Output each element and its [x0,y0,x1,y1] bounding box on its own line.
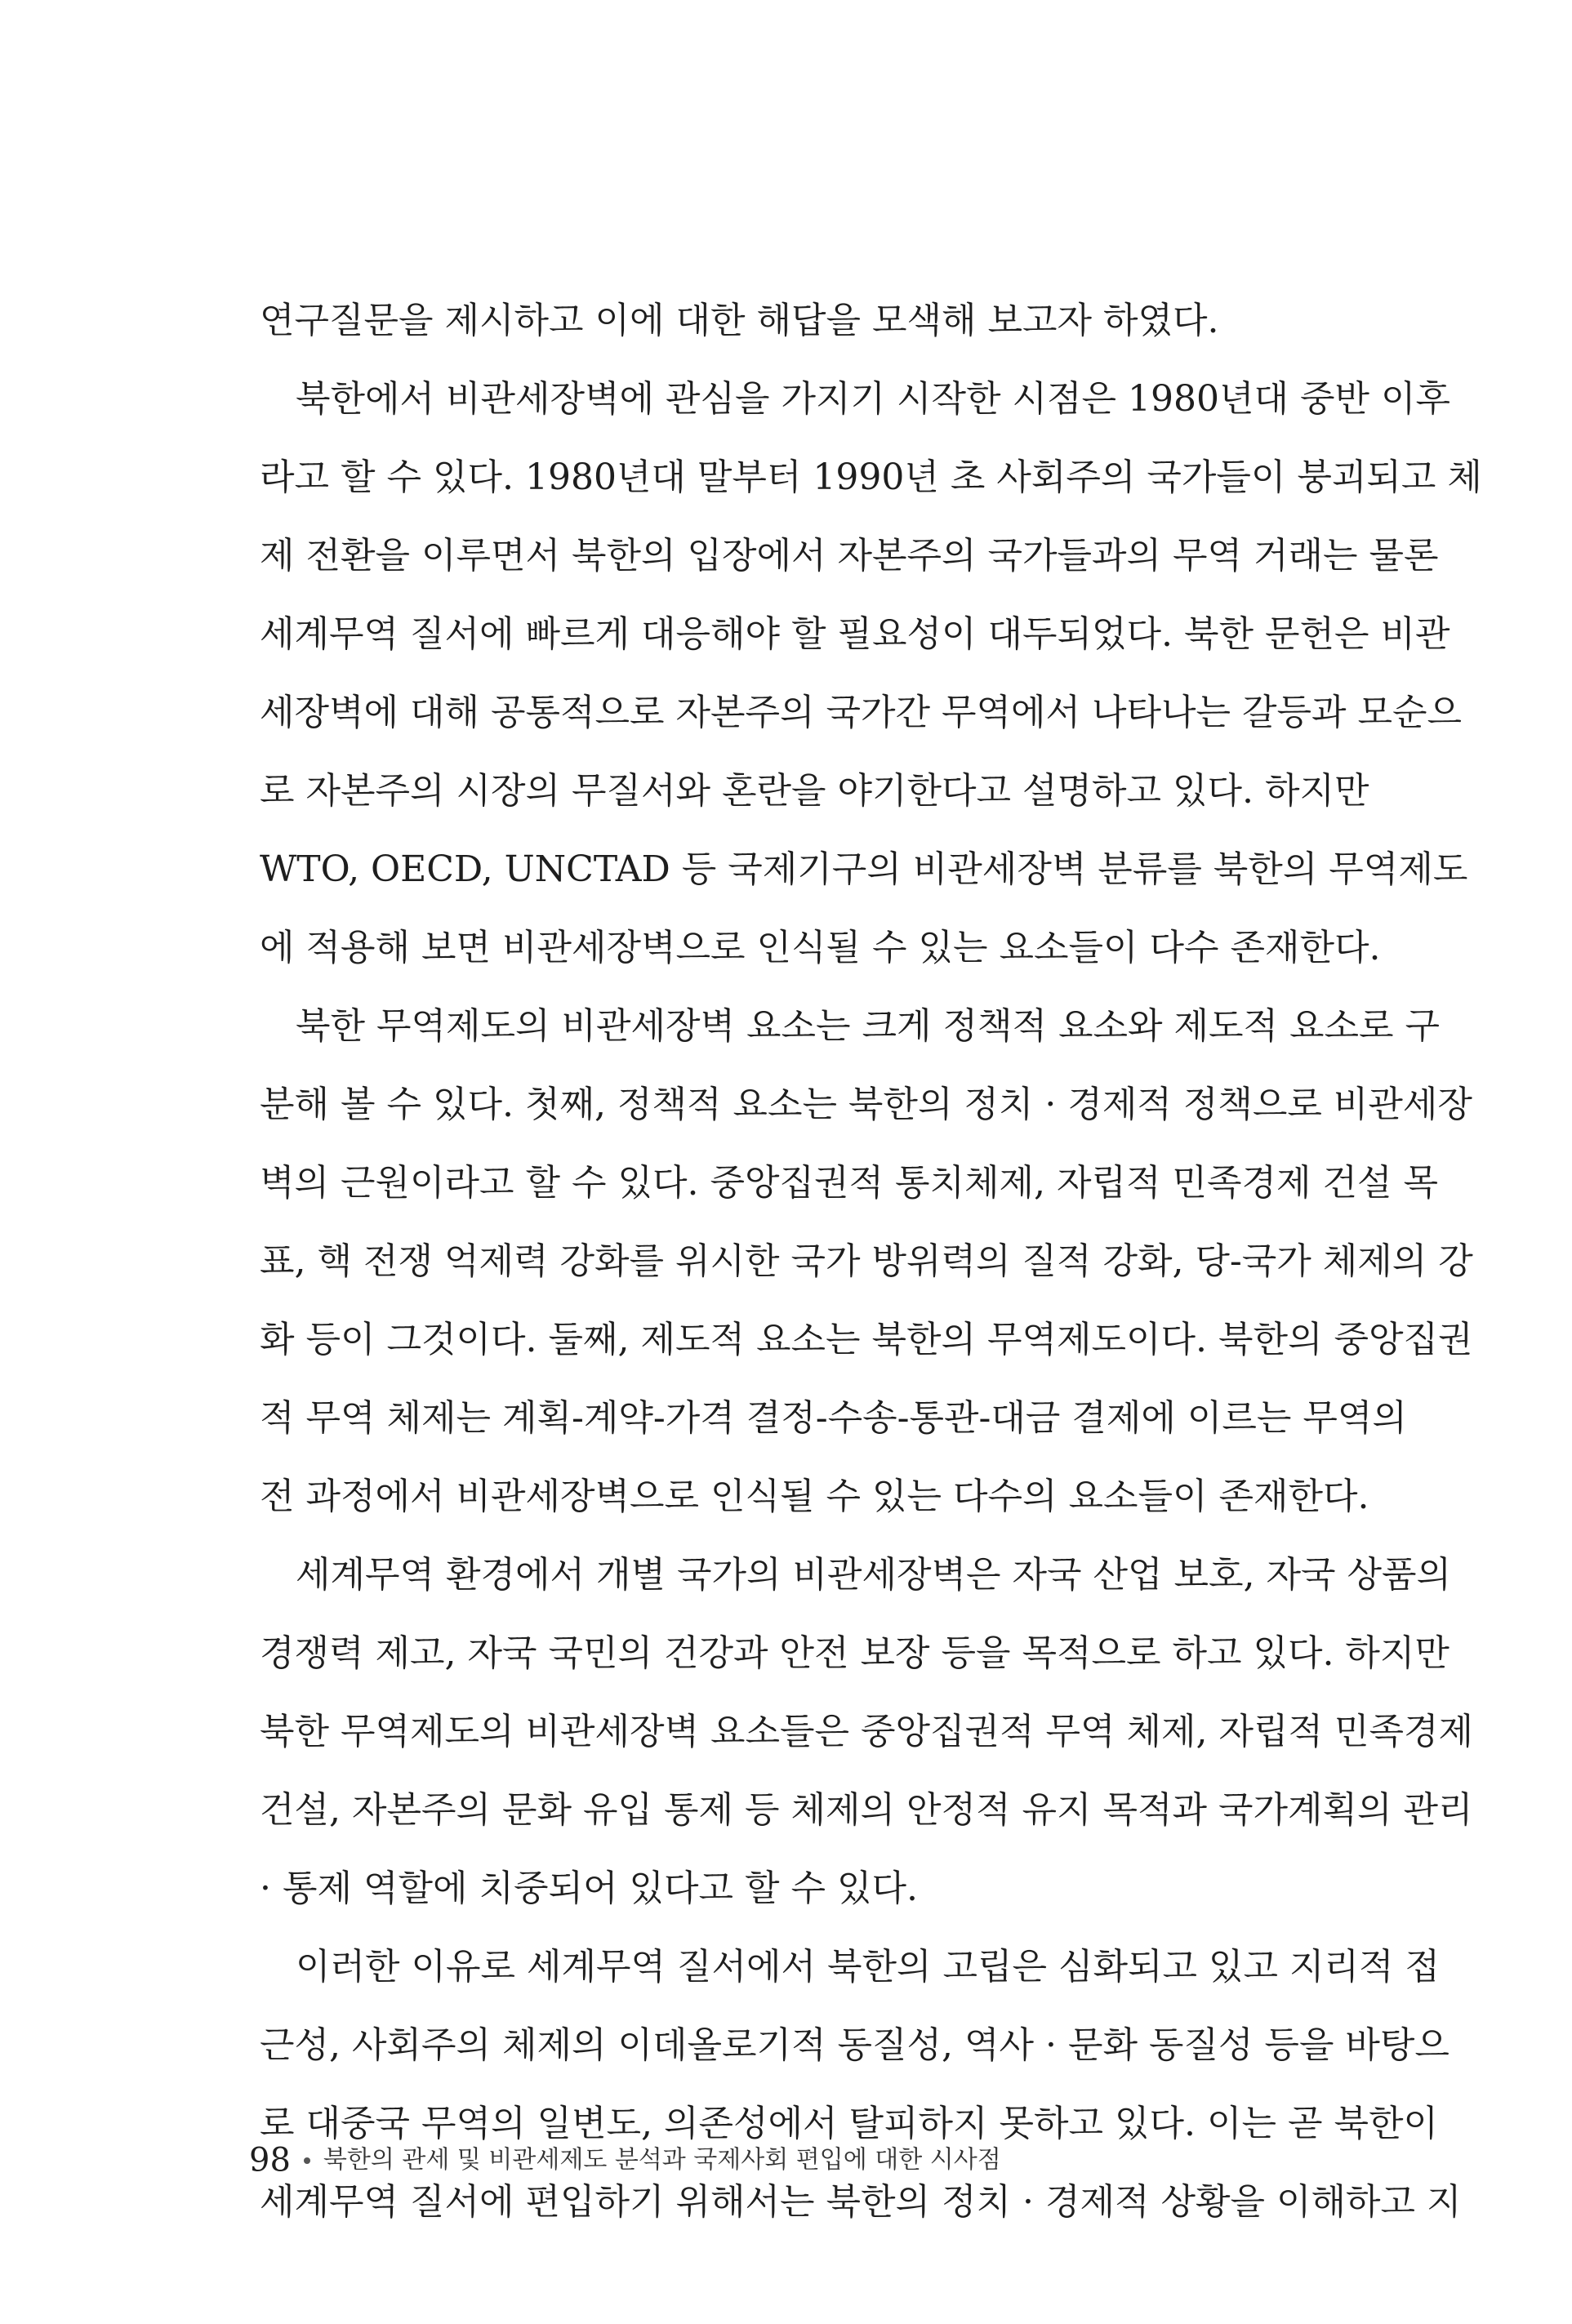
text-line: 연구질문을 제시하고 이에 대한 해답을 모색해 보고자 하였다. [260,300,1219,341]
paragraph-start-line: 북한 무역제도의 비관세장벽 요소는 크게 정책적 요소와 제도적 요소로 구 [296,1005,1440,1047]
text-line: 에 적용해 보면 비관세장벽으로 인식될 수 있는 요소들이 다수 존재한다. [260,927,1381,968]
text-line: WTO, OECD, UNCTAD 등 국제기구의 비관세장벽 분류를 북한의 무역제도 [260,848,1468,890]
text-line: 로 대중국 무역의 일변도, 의존성에서 탈피하지 못하고 있다. 이는 곧 북한이 [260,2103,1438,2144]
text-line: 분해 볼 수 있다. 첫째, 정책적 요소는 북한의 정치 · 경제적 정책으로 비관세장 [260,1084,1472,1125]
text-line: 화 등이 그것이다. 둘째, 제도적 요소는 북한의 무역제도이다. 북한의 중앙집권 [260,1319,1473,1360]
page-number: 98 [249,2141,291,2179]
text-line: 북한 무역제도의 비관세장벽 요소들은 중앙집권적 무역 체제, 자립적 민족경제 [260,1711,1474,1752]
text-line: 표, 핵 전쟁 억제력 강화를 위시한 국가 방위력의 질적 강화, 당-국가 체제의 강 [260,1240,1473,1282]
text-line: 라고 할 수 있다. 1980년대 말부터 1990년 초 사회주의 국가들이 붕괴되고 체 [260,456,1482,498]
text-line: 로 자본주의 시장의 무질서와 혼란을 야기한다고 설명하고 있다. 하지만 [260,770,1369,812]
paragraph-start-line: 세계무역 환경에서 개별 국가의 비관세장벽은 자국 산업 보호, 자국 상품의 [296,1554,1451,1596]
text-line: 세계무역 질서에 편입하기 위해서는 북한의 정치 · 경제적 상황을 이해하고 지 [260,2181,1462,2223]
bullet-separator-icon [304,2157,310,2164]
text-line: 세계무역 질서에 빠르게 대응해야 할 필요성이 대두되었다. 북한 문헌은 비관 [260,613,1450,655]
paragraph-start-line: 북한에서 비관세장벽에 관심을 가지기 시작한 시점은 1980년대 중반 이후 [296,378,1450,420]
text-line: 세장벽에 대해 공통적으로 자본주의 국가간 무역에서 나타나는 갈등과 모순으 [260,692,1463,733]
text-line: 전 과정에서 비관세장벽으로 인식될 수 있는 다수의 요소들이 존재한다. [260,1476,1369,1517]
body-text [260,282,1482,2242]
text-line: 건설, 자본주의 문화 유입 통제 등 체제의 안정적 유지 목적과 국가계획의 관리 [260,1789,1473,1831]
text-line: 벽의 근원이라고 할 수 있다. 중앙집권적 통치체제, 자립적 민족경제 건설 목 [260,1162,1438,1204]
paragraph-start-line: 이러한 이유로 세계무역 질서에서 북한의 고립은 심화되고 있고 지리적 접 [296,1946,1440,1988]
text-line: 제 전환을 이루면서 북한의 입장에서 자본주의 국가들과의 무역 거래는 물론 [260,535,1439,577]
text-line: 근성, 사회주의 체제의 이데올로기적 동질성, 역사 · 문화 동질성 등을 바탕으 [260,2024,1450,2066]
text-line: · 통제 역할에 치중되어 있다고 할 수 있다. [260,1868,918,1909]
text-line: 경쟁력 제고, 자국 국민의 건강과 안전 보장 등을 목적으로 하고 있다. 하지만 [260,1632,1450,1674]
page-footer [249,2135,1001,2184]
running-title: 북한의 관세 및 비관세제도 분석과 국제사회 편입에 대한 시사점 [323,2145,1001,2175]
text-line: 적 무역 체제는 계획-계약-가격 결정-수송-통관-대금 결제에 이르는 무역의 [260,1397,1407,1439]
